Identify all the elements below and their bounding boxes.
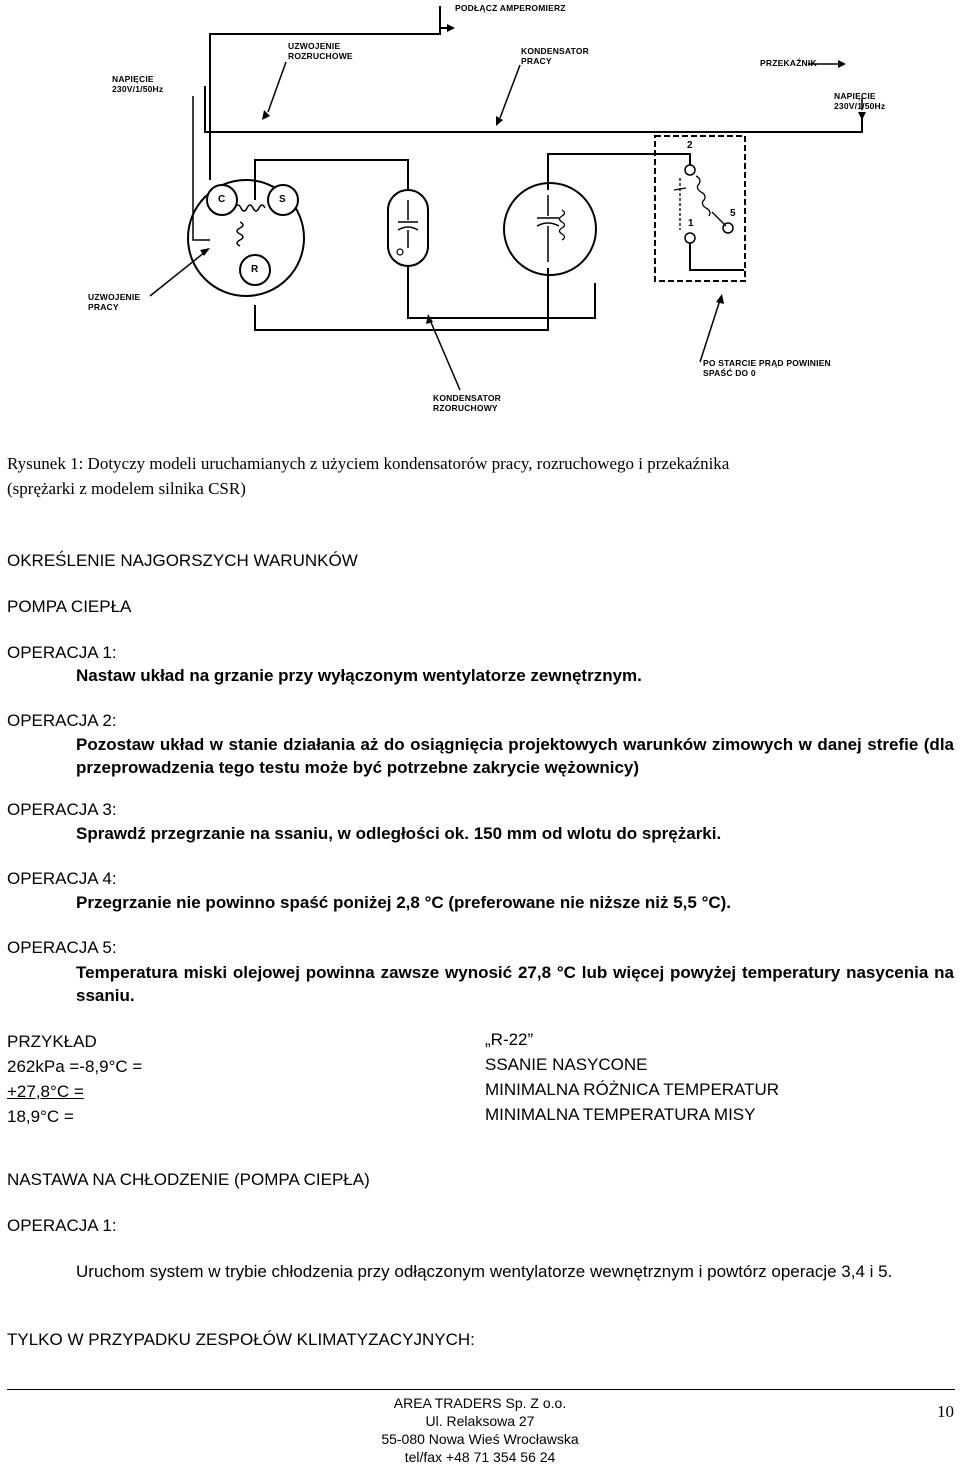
label-relay: PRZEKAŹNIK (760, 58, 817, 68)
example-right-line: MINIMALNA TEMPERATURA MISY (485, 1105, 756, 1124)
op3-text: Sprawdź przegrzanie na ssaniu, w odległości ok. 150 mm od wlotu do sprężarki. (76, 824, 722, 843)
start-winding-arrow-line (268, 62, 286, 112)
label-start-capacitor (433, 393, 501, 413)
terminal-c-label: C (218, 194, 226, 205)
relay-pin-1-label: 1 (688, 218, 694, 229)
label-supply-right-line1: NAPIĘCIE (834, 91, 876, 101)
example-left-line: 262kPa =-8,9°C = (7, 1057, 143, 1076)
label-current-note (703, 358, 831, 378)
example-left-line: PRZYKŁAD (7, 1032, 97, 1051)
cooling-op1-label: OPERACJA 1: (7, 1216, 117, 1235)
label-supply-left-line2: 230V/1/50Hz (112, 84, 164, 94)
heading-worst-conditions: OKREŚLENIE NAJGORSZYCH WARUNKÓW (7, 551, 358, 570)
label-current-note-line1: PO STARCIE PRĄD POWINIEN (703, 358, 831, 368)
label-run-winding-line1: UZWOJENIE (88, 292, 141, 302)
op2-text: Pozostaw układ w stanie działania aż do osiągnięcia projektowych warunków zimowych w danej strefie (dla przeprowadzenia tego testu może być potrzebne zakrycie wężownicy) (76, 735, 954, 777)
example-right-line: „R-22” (485, 1030, 534, 1049)
run-cap-top-wire (548, 154, 690, 190)
label-run-capacitor (521, 46, 589, 66)
example-right-line: MINIMALNA RÓŻNICA TEMPERATUR (485, 1080, 780, 1099)
label-start-capacitor-line1: KONDENSATOR (433, 393, 502, 403)
start-cap-bottom-wire (408, 265, 595, 318)
footer-street: Ul. Relaksowa 27 (425, 1413, 535, 1429)
footer-address (330, 1394, 630, 1466)
op1-text: Nastaw układ na grzanie przy wyłączonym wentylatorze zewnętrznym. (76, 666, 642, 685)
relay-pin-5-label: 5 (730, 208, 736, 219)
label-supply-right (834, 91, 885, 111)
heading-cooling: NASTAWA NA CHŁODZENIE (POMPA CIEPŁA) (7, 1170, 370, 1189)
op4-label: OPERACJA 4: (7, 869, 117, 888)
label-start-winding (288, 41, 353, 61)
label-start-winding-line1: UZWOJENIE (288, 41, 341, 51)
op2-label: OPERACJA 2: (7, 711, 117, 730)
label-run-capacitor-line1: KONDENSATOR (521, 46, 590, 56)
example-left-line: +27,8°C = (7, 1082, 84, 1101)
supply-left-arrow-line (193, 96, 210, 240)
op4-text: Przegrzanie nie powinno spaść poniżej 2,8 °C (preferowane nie niższe niż 5,5 °C). (76, 893, 732, 912)
label-supply-left-line1: NAPIĘCIE (112, 74, 154, 84)
label-run-capacitor-line2: PRACY (521, 56, 552, 66)
run-winding-wire (255, 268, 548, 330)
op1-label: OPERACJA 1: (7, 643, 117, 662)
heading-heat-pump: POMPA CIEPŁA (7, 597, 132, 616)
start-winding-coil (235, 205, 265, 211)
terminal-r-label: R (251, 264, 259, 275)
label-run-winding (88, 292, 140, 312)
example-right-line: SSANIE NASYCONE (485, 1055, 648, 1074)
page-number: 10 (937, 1402, 954, 1421)
example-left-column (7, 1029, 142, 1129)
footer-city: 55-080 Nowa Wieś Wrocławska (381, 1431, 579, 1447)
footer-divider (7, 1389, 955, 1390)
ammeter-wire (210, 6, 440, 180)
current-note-arrow-line (700, 300, 720, 362)
label-supply-right-line2: 230V/1/50Hz (834, 101, 886, 111)
label-current-note-line2: SPAŚĆ DO 0 (703, 368, 756, 378)
op5-label: OPERACJA 5: (7, 938, 117, 957)
relay-pin-2-label: 2 (687, 140, 693, 151)
label-start-capacitor-line2: RZORUCHOWY (433, 403, 498, 413)
label-start-winding-line2: ROZRUCHOWE (288, 51, 353, 61)
supply-wire-loop (205, 86, 862, 132)
run-capacitor-body (504, 183, 596, 275)
op3-label: OPERACJA 3: (7, 800, 117, 819)
run-cap-arrow-line (500, 65, 520, 118)
terminal-s-label: S (279, 194, 286, 205)
caption-line2: (sprężarki z modelem silnika CSR) (7, 479, 246, 498)
cooling-op1-text: Uruchom system w trybie chłodzenia przy odłączonym wentylatorze wewnętrznym i powtórz operacje 3,4 i 5. (76, 1262, 893, 1281)
example-left-line: 18,9°C = (7, 1107, 74, 1126)
footer-phone: tel/fax +48 71 354 56 24 (404, 1449, 556, 1465)
label-run-winding-line2: PRACY (88, 302, 119, 312)
wiring-diagram (0, 0, 960, 420)
run-winding-arrow-line (150, 252, 205, 296)
ammeter-arrow-head (447, 24, 455, 32)
run-winding-coil (237, 222, 243, 246)
caption-line1: Rysunek 1: Dotyczy modeli uruchamianych z użyciem kondensatorów pracy, rozruchowego i przekaźnika (7, 454, 730, 473)
heading-ac-units: TYLKO W PRZYPADKU ZESPOŁÓW KLIMATYZACYJNYCH: (7, 1330, 475, 1349)
op5-text: Temperatura miski olejowej powinna zawsze wynosić 27,8 °C lub więcej powyżej temperatury nasycenia na ssaniu. (76, 963, 954, 1005)
label-supply-left (112, 74, 163, 94)
label-connect-ammeter: PODŁĄCZ AMPEROMIERZ (455, 3, 566, 13)
example-right-column (485, 1027, 779, 1127)
figure-caption (7, 451, 947, 501)
relay-pin1-wire (690, 240, 744, 270)
footer-company: AREA TRADERS Sp. Z o.o. (393, 1395, 567, 1411)
